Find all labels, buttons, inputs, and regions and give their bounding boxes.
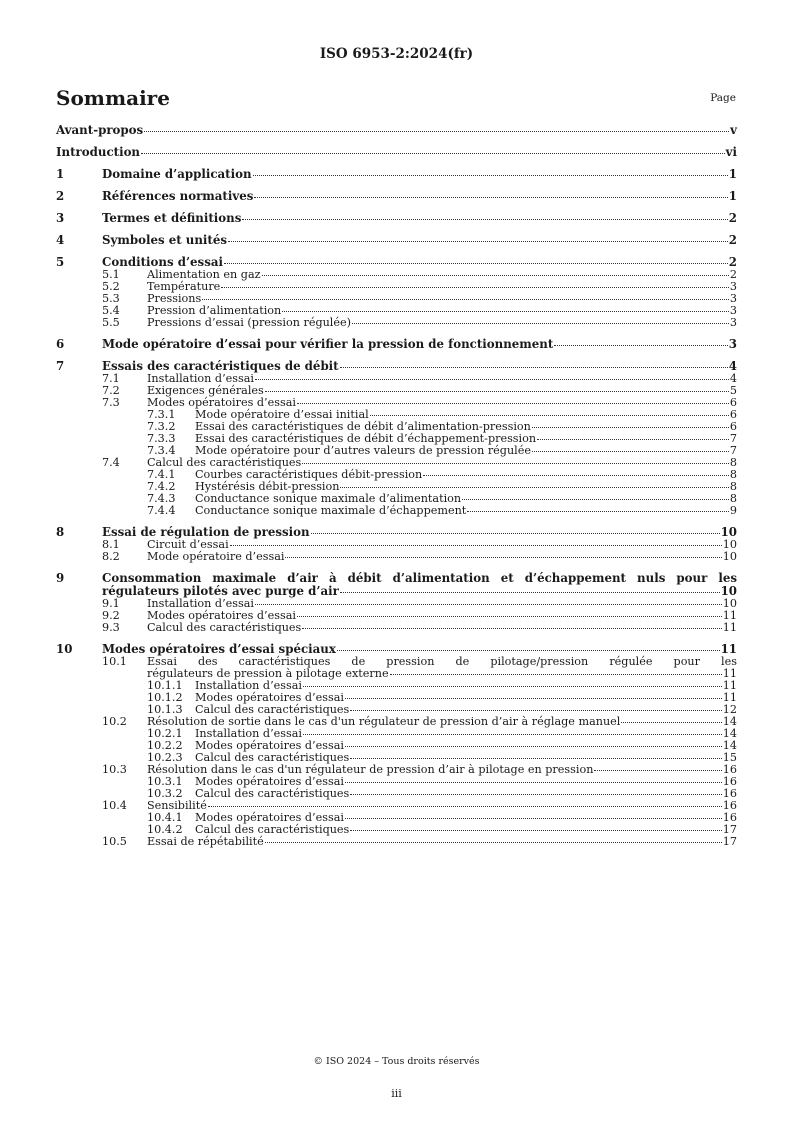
toc-entry-number: 5.5 [102, 316, 120, 329]
toc-entry-page: 6 [729, 408, 737, 421]
toc-entry-page: 2 [729, 268, 737, 281]
toc-entry-number: 8.1 [102, 538, 120, 551]
dot-leader [423, 475, 729, 476]
toc-entry-title: Modes opératoires d’essai [195, 811, 344, 824]
toc-entry[interactable] [56, 190, 737, 203]
dot-leader [350, 830, 721, 831]
toc-entry-page: 6 [729, 420, 737, 433]
toc-entry-title: Essai des caractéristiques de débit d’alimentation-pression [195, 420, 531, 433]
toc-entry-page: 2 [728, 233, 737, 247]
toc-entry-number: 10.2.2 [147, 739, 183, 752]
dot-leader [253, 175, 728, 176]
toc-entry-number: 7.4.2 [147, 480, 176, 493]
dot-leader [242, 219, 727, 220]
toc-entry-title: Calcul des caractéristiques [195, 703, 350, 716]
toc-entry-page: 3 [729, 304, 737, 317]
toc-entry-page: vi [725, 145, 737, 159]
toc-entry[interactable] [56, 212, 737, 225]
toc-entry-page: 3 [729, 292, 737, 305]
dot-leader [282, 311, 729, 312]
toc-entry-number: 10.4.2 [147, 823, 183, 836]
toc-entry-page: v [730, 123, 737, 137]
copyright-notice: © ISO 2024 – Tous droits réservés [313, 1056, 480, 1067]
dot-leader [255, 604, 722, 605]
toc-entry-title: Mode opératoire d’essai [147, 550, 285, 563]
toc-title: Sommaire [56, 86, 170, 110]
toc-entry-title: Température [147, 280, 221, 293]
toc-entry-page: 10 [722, 538, 737, 551]
toc-entry-title: Modes opératoires d’essai [195, 691, 344, 704]
toc-entry-page: 10 [722, 597, 737, 610]
toc-entry-title: Résolution dans le cas d'un régulateur de pression d’air à pilotage en pression [147, 763, 594, 776]
dot-leader [467, 511, 729, 512]
toc-entry-title: Installation d’essai [195, 727, 302, 740]
toc-entry[interactable] [56, 124, 737, 137]
toc-entry-page: 16 [722, 799, 737, 812]
dot-leader [537, 439, 729, 440]
toc-entry-title: Essai de répétabilité [147, 835, 264, 848]
toc-entry-page: 9 [729, 504, 737, 517]
dot-leader [228, 241, 728, 242]
toc-entry-title: Pressions [147, 292, 202, 305]
toc-entry-number: 7 [56, 359, 65, 373]
toc-entry-page: 3 [729, 280, 737, 293]
dot-leader [532, 427, 729, 428]
dot-leader [337, 650, 720, 651]
toc-entry-page: 8 [729, 468, 737, 481]
toc-entry-number: 10.1.2 [147, 691, 183, 704]
toc-entry-title: Hystérésis débit-pression [195, 480, 340, 493]
toc-entry-number: 6 [56, 337, 65, 351]
toc-entry-page: 3 [728, 337, 737, 351]
toc-entry-number: 5.4 [102, 304, 120, 317]
toc-entry-title: Circuit d’essai [147, 538, 229, 551]
toc-entry-number: 7.3 [102, 396, 120, 409]
dot-leader [254, 197, 727, 198]
toc-entry-page: 10 [720, 584, 737, 598]
toc-entry-page: 11 [720, 642, 737, 656]
toc-entry-number: 8 [56, 525, 65, 539]
toc-entry-page: 8 [729, 480, 737, 493]
dot-leader [297, 616, 722, 617]
dot-leader [265, 391, 729, 392]
toc-entry-title: Alimentation en gaz [147, 268, 261, 281]
toc-entry-title: Résolution de sortie dans le cas d'un régulateur de pression d’air à réglage manuel [147, 715, 621, 728]
toc-entry[interactable] [56, 338, 737, 351]
dot-leader [340, 367, 728, 368]
dot-leader [224, 263, 728, 264]
toc-entry-page: 14 [722, 715, 737, 728]
toc-entry-number: 10.4 [102, 799, 127, 812]
toc-entry-page: 16 [722, 763, 737, 776]
toc-entry-title: Avant-propos [56, 123, 144, 137]
dot-leader [303, 734, 722, 735]
toc-entry[interactable] [56, 551, 737, 563]
toc-entry-title: Références normatives [102, 189, 254, 203]
toc-entry-page: 11 [722, 679, 737, 692]
toc-entry-number: 5 [56, 255, 65, 269]
toc-entry[interactable] [56, 146, 737, 159]
dot-leader [594, 770, 721, 771]
toc-entry-number: 10.3.2 [147, 787, 183, 800]
toc-entry-title: Modes opératoires d’essai [195, 739, 344, 752]
dot-leader [462, 499, 729, 500]
document-id: ISO 6953-2:2024(fr) [319, 46, 474, 62]
toc-entry-title: Modes opératoires d’essai [147, 396, 296, 409]
toc-entry-page: 14 [722, 727, 737, 740]
toc-entry-title: Calcul des caractéristiques [195, 823, 350, 836]
toc-entry-title: Conditions d’essai [102, 255, 223, 269]
toc-entry-page: 1 [728, 189, 737, 203]
toc-entry-title: Pressions d’essai (pression régulée) [147, 316, 351, 329]
toc-entry-title: Installation d’essai [195, 679, 302, 692]
toc-entry[interactable] [56, 317, 737, 329]
toc-entry-page: 4 [728, 359, 737, 373]
dot-leader [221, 287, 729, 288]
dot-leader [345, 818, 722, 819]
dot-leader [265, 842, 722, 843]
toc-entry-title: Essai des caractéristiques de pression de pilotage/pression régulée pour les [147, 655, 737, 668]
toc-entry-number: 7.3.2 [147, 420, 176, 433]
toc-entry-title: Installation d’essai [147, 597, 254, 610]
toc-entry-page: 8 [729, 492, 737, 505]
toc-entry-title: Mode opératoire pour d’autres valeurs de pression régulée [195, 444, 531, 457]
toc-entry-number: 7.3.3 [147, 432, 176, 445]
dot-leader [350, 710, 721, 711]
toc-entry-number: 9.2 [102, 609, 120, 622]
toc-entry-page: 17 [722, 835, 737, 848]
toc-entry-title: Essais des caractéristiques de débit [102, 359, 339, 373]
toc-entry-page: 12 [722, 703, 737, 716]
toc-entry-title: Exigences générales [147, 384, 264, 397]
dot-leader [302, 628, 721, 629]
toc-entry-page: 8 [729, 456, 737, 469]
toc-entry-number: 10.1.1 [147, 679, 183, 692]
toc-entry-number: 7.4.1 [147, 468, 176, 481]
toc-entry-number: 7.2 [102, 384, 120, 397]
dot-leader [297, 403, 729, 404]
toc-entry-page: 11 [722, 609, 737, 622]
toc-entry-page: 7 [729, 444, 737, 457]
toc-entry-title: Conductance sonique maximale d’alimentation [195, 492, 462, 505]
toc-entry-title: Modes opératoires d’essai spéciaux [102, 642, 336, 656]
dot-leader [345, 782, 722, 783]
toc-entry-page: 17 [722, 823, 737, 836]
toc-entry-number: 9.1 [102, 597, 120, 610]
toc-entry-title: Calcul des caractéristiques [195, 787, 350, 800]
toc-entry-number: 10.1.3 [147, 703, 183, 716]
toc-entry-number: 10.2.3 [147, 751, 183, 764]
toc-entry-title: Sensibilité [147, 799, 207, 812]
toc-entry-title: Domaine d’application [102, 167, 252, 181]
dot-leader [144, 131, 729, 132]
toc-entry-page: 11 [722, 667, 737, 680]
toc-entry-title: Installation d’essai [147, 372, 254, 385]
toc-entry-page: 16 [722, 787, 737, 800]
dot-leader [390, 674, 722, 675]
toc-entry[interactable] [56, 572, 737, 598]
page-number: iii [391, 1087, 402, 1100]
toc-entry-title: Modes opératoires d’essai [147, 609, 296, 622]
toc-entry-number: 10.2 [102, 715, 127, 728]
toc-entry-number: 3 [56, 211, 65, 225]
toc-entry[interactable] [56, 505, 737, 517]
toc-entry-number: 9 [56, 571, 65, 585]
dot-leader [311, 533, 720, 534]
dot-leader [255, 379, 729, 380]
dot-leader [141, 153, 725, 154]
toc-entry[interactable] [56, 234, 737, 247]
toc-entry-number: 10.5 [102, 835, 127, 848]
toc-entry-title: Consommation maximale d’air à débit d’alimentation et d’échappement nuls pour les [102, 571, 737, 585]
toc-entry-title: Mode opératoire d’essai initial [195, 408, 369, 421]
toc-entry-page: 5 [729, 384, 737, 397]
toc-entry-title: Introduction [56, 145, 141, 159]
toc-entry-page: 7 [729, 432, 737, 445]
toc-entry-title: Calcul des caractéristiques [147, 456, 302, 469]
toc-entry-page: 2 [728, 255, 737, 269]
dot-leader [350, 794, 721, 795]
toc-entry-page: 2 [728, 211, 737, 225]
toc-entry[interactable] [56, 836, 737, 848]
toc-entry-title: Calcul des caractéristiques [147, 621, 302, 634]
dot-leader [345, 746, 722, 747]
toc-entry-number: 7.4 [102, 456, 120, 469]
toc-entry-number: 7.4.4 [147, 504, 176, 517]
toc-entry-title: Calcul des caractéristiques [195, 751, 350, 764]
toc-entry-page: 14 [722, 739, 737, 752]
toc-entry-number: 10.3.1 [147, 775, 183, 788]
dot-leader [302, 463, 729, 464]
toc-entry-number: 7.1 [102, 372, 120, 385]
toc-entry-title-continued: régulateurs pilotés avec purge d’air [102, 584, 339, 598]
toc-entry[interactable] [56, 168, 737, 181]
toc-entry-title: Essai des caractéristiques de débit d’échappement-pression [195, 432, 537, 445]
toc-entry-page: 11 [722, 621, 737, 634]
toc-entry-number: 10 [56, 642, 73, 656]
dot-leader [202, 299, 729, 300]
toc-entry-number: 8.2 [102, 550, 120, 563]
toc-entry-number: 10.2.1 [147, 727, 183, 740]
toc-entry-number: 5.2 [102, 280, 120, 293]
toc-entry[interactable] [56, 622, 737, 634]
toc-entry-title: Courbes caractéristiques débit-pression [195, 468, 423, 481]
toc-entry-title: Termes et définitions [102, 211, 242, 225]
dot-leader [208, 806, 722, 807]
toc-entry[interactable] [56, 656, 737, 680]
toc-entry-title: Symboles et unités [102, 233, 228, 247]
page-column-label: Page [710, 92, 736, 104]
dot-leader [621, 722, 721, 723]
toc-entry-page: 16 [722, 775, 737, 788]
toc-entry-number: 5.3 [102, 292, 120, 305]
dot-leader [262, 275, 729, 276]
toc-entry-number: 4 [56, 233, 65, 247]
dot-leader [340, 487, 728, 488]
toc-entry-number: 1 [56, 167, 65, 181]
dot-leader [554, 345, 727, 346]
toc-entry-page: 1 [728, 167, 737, 181]
toc-entry-title: Essai de régulation de pression [102, 525, 310, 539]
dot-leader [370, 415, 729, 416]
dot-leader [285, 557, 721, 558]
toc-entry-number: 7.4.3 [147, 492, 176, 505]
dot-leader [352, 323, 729, 324]
toc-entry-title-continued: régulateurs de pression à pilotage externe [147, 667, 389, 680]
toc-entry-title: Mode opératoire d’essai pour vérifier la pression de fonctionnement [102, 337, 554, 351]
toc-entry-title: Pression d’alimentation [147, 304, 282, 317]
dot-leader [350, 758, 721, 759]
toc-entry-page: 11 [722, 691, 737, 704]
dot-leader [532, 451, 729, 452]
dot-leader [345, 698, 722, 699]
toc-entry-page: 10 [722, 550, 737, 563]
toc-entry-number: 2 [56, 189, 65, 203]
toc-entry-page: 15 [722, 751, 737, 764]
toc-entry-title: Conductance sonique maximale d’échappement [195, 504, 467, 517]
toc-entry-number: 7.3.4 [147, 444, 176, 457]
toc-entry-number: 10.4.1 [147, 811, 183, 824]
toc-entry-page: 6 [729, 396, 737, 409]
toc-entry-number: 10.3 [102, 763, 127, 776]
toc-entry-page: 3 [729, 316, 737, 329]
table-of-contents [56, 124, 737, 848]
toc-entry-page: 16 [722, 811, 737, 824]
dot-leader [303, 686, 722, 687]
dot-leader [340, 592, 720, 593]
toc-entry-page: 4 [729, 372, 737, 385]
toc-entry-title: Modes opératoires d’essai [195, 775, 344, 788]
dot-leader [230, 545, 722, 546]
toc-entry-number: 5.1 [102, 268, 120, 281]
toc-entry-number: 7.3.1 [147, 408, 176, 421]
toc-entry-number: 9.3 [102, 621, 120, 634]
toc-entry-page: 10 [720, 525, 737, 539]
toc-entry-number: 10.1 [102, 655, 127, 668]
